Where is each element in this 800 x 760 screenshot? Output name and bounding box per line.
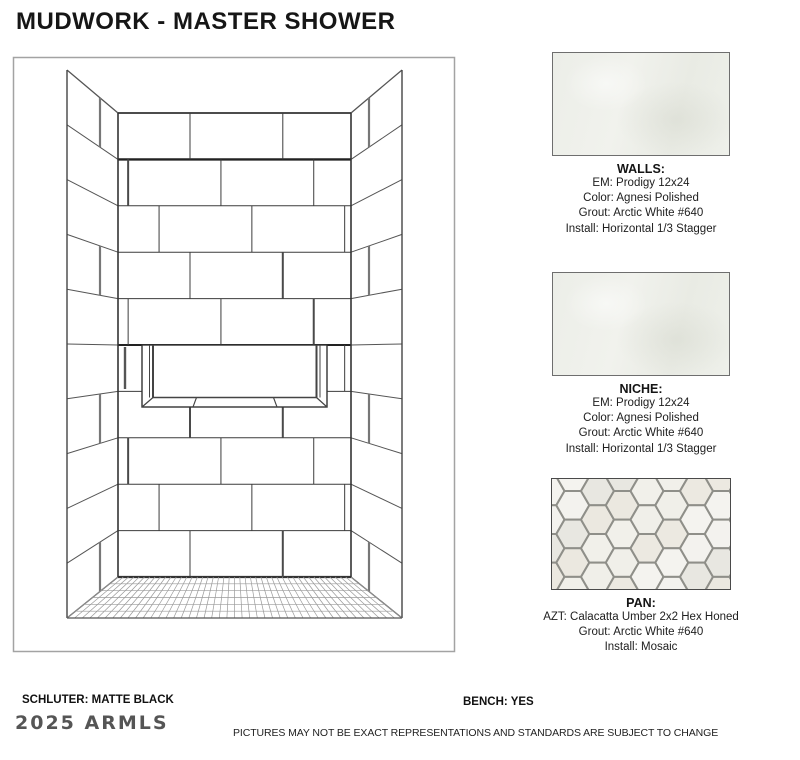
niche-label: NICHE: <box>619 382 663 396</box>
armls-watermark: 2025 ARMLS <box>15 712 169 734</box>
pan-label: PAN: <box>626 596 656 610</box>
page-title: MUDWORK - MASTER SHOWER <box>16 8 396 35</box>
niche-grout: Grout: Arctic White #640 <box>578 427 704 440</box>
walls-tile-swatch <box>552 52 730 156</box>
hex-mosaic-pattern <box>552 479 730 589</box>
walls-install: Install: Horizontal 1/3 Stagger <box>565 222 717 235</box>
niche-color: Color: Agnesi Polished <box>583 412 699 425</box>
spec-block-niche <box>511 272 771 457</box>
disclaimer-text: PICTURES MAY NOT BE EXACT REPRESENTATIONS AND STANDARDS ARE SUBJECT TO CHANGE <box>233 727 719 739</box>
bench-note: BENCH: YES <box>463 696 534 708</box>
niche-tile-swatch <box>552 272 730 376</box>
walls-color: Color: Agnesi Polished <box>583 192 699 205</box>
pan-hex-tile-swatch <box>551 478 731 590</box>
pan-install: Install: Mosaic <box>604 641 678 654</box>
walls-grout: Grout: Arctic White #640 <box>578 207 704 220</box>
pan-grout: Grout: Arctic White #640 <box>578 626 704 639</box>
schluter-note: SCHLUTER: MATTE BLACK <box>22 694 174 706</box>
pan-material: AZT: Calacatta Umber 2x2 Hex Honed <box>543 611 739 623</box>
spec-block-walls <box>511 52 771 237</box>
niche-material: EM: Prodigy 12x24 <box>592 397 690 409</box>
walls-label: WALLS: <box>617 162 665 176</box>
spec-block-pan <box>511 478 771 656</box>
niche-install: Install: Horizontal 1/3 Stagger <box>565 442 717 455</box>
walls-material: EM: Prodigy 12x24 <box>592 177 690 189</box>
